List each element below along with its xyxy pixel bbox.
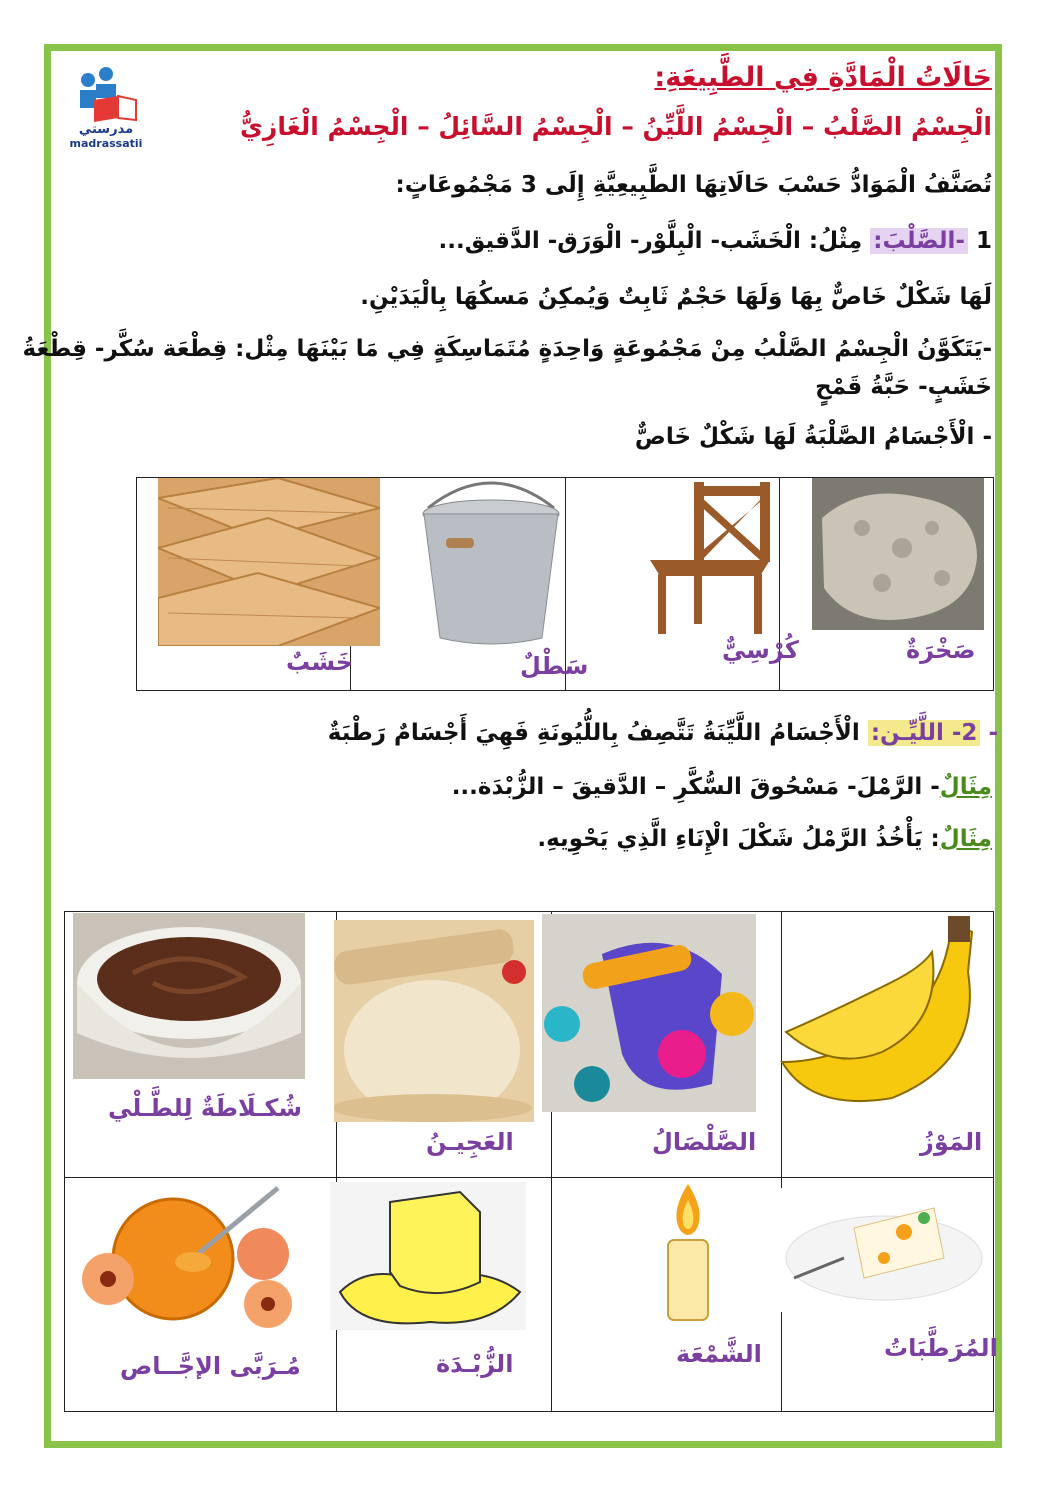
candle-image <box>656 1182 720 1322</box>
peach-jam-image <box>78 1184 308 1334</box>
cake-image <box>774 1188 984 1312</box>
banana-label: المَوْزُ <box>920 1128 983 1156</box>
solid-line-2a: -يَتَكَوَّنُ الْجِسْمُ الصَّلْبُ مِنْ مَجْمُوعَةٍ وَاحِدَةٍ مُتَمَاسِكَةٍ فِي مَا بَيْنَهَا مِثْل: قِطْعَة سُكَّر- قِطْعَةُ <box>22 336 992 362</box>
solid-line-3: - الْأَجْسَامُ الصَّلْبَةُ لَهَا شَكْلٌ خَاصٌّ <box>634 424 992 450</box>
solid-examples: مِثْلُ: الْخَشَب- الْبِلَّوْر- الْوَرَق- الدَّقيق... <box>438 228 863 254</box>
melting-butter-image <box>330 1182 526 1330</box>
bucket-image <box>416 478 566 648</box>
cake-label: المُرَطَّبَاتُ <box>884 1334 998 1362</box>
rock-label: صَخْرَةٌ <box>906 636 976 664</box>
bucket-label: سَطْلٌ <box>520 652 589 680</box>
chair-label: كُرْسِيٌّ <box>722 636 799 664</box>
soft-example-1: مِثَالٌ- الرَّمْلَ- مَسْحُوقَ السُّكَّرِ – الدَّقيقَ – الزُّبْدَة... <box>451 774 992 800</box>
solid-line-2b: خَشَبٍ- حَبَّةُ قَمْحٍ <box>815 374 992 400</box>
butter-label: الزُّبْـدَة <box>436 1350 514 1378</box>
soft-line-1: الْأَجْسَامُ اللَّيِّنَةُ تَتَّصِفُ بِاللُّيُونَةِ فَهِيَ أَجْسَامٌ رَطْبَةٌ <box>327 720 860 746</box>
wood-label: خَشَبٌ <box>286 648 354 676</box>
example-label-2: مِثَالٌ <box>939 826 992 852</box>
solid-heading <box>439 228 993 254</box>
logo-text: مدرستي madrassatii <box>69 122 143 150</box>
play-clay-image <box>542 914 756 1112</box>
rock-image <box>812 478 984 630</box>
chocolate-spread-image <box>73 913 305 1079</box>
soft-heading <box>328 720 998 746</box>
subtitle: الْجِسْمُ الصَّلْبُ – الْجِسْمُ اللَّيِّنُ – الْجِسْمُ السَّائِلُ – الْجِسْمُ الْغَازِيُّ <box>240 112 992 141</box>
example-label-1: مِثَالٌ <box>939 774 992 800</box>
dough-label: العَجِيـنُ <box>426 1128 514 1156</box>
soft-example-2: مِثَالٌ: يَأْخُذُ الرَّمْلُ شَكْلَ الْإِنَاءِ الَّذِي يَحْوِيهِ. <box>537 826 992 852</box>
solid-number: 1 <box>975 228 992 254</box>
clay-label: الصَّلْصَالُ <box>652 1128 757 1156</box>
soft-dash: - <box>988 720 998 746</box>
solid-label: -الصَّلْبَ: <box>870 228 968 254</box>
chocolate-label: شُكـلَاطَةٌ لِلطَّـلْي <box>108 1094 302 1122</box>
intro-text: تُصَنَّفُ الْمَوَادُّ حَسْبَ حَالَاتِهَا الطَّبِيعِيَّةِ إِلَى 3 مَجْمُوعَاتٍ: <box>395 172 992 198</box>
soft-label: 2- اللَّيِّـن: <box>868 720 981 746</box>
dough-image <box>334 920 534 1122</box>
candle-label: الشَّمْعَة <box>676 1340 762 1368</box>
chair-image <box>650 482 780 634</box>
wood-planks-image <box>158 478 380 646</box>
page-title: حَالَاتُ الْمَادَّةِ فِي الطَّبِيعَةِ: <box>654 62 992 93</box>
jam-label: مُـرَبَّى الإجَّــاص <box>120 1352 301 1380</box>
solid-line-1: لَهَا شَكْلٌ خَاصٌّ بِهَا وَلَهَا حَجْمٌ ثَابِتٌ وَيُمكِنُ مَسكُهَا بِالْيَدَيْنِ. <box>360 284 992 310</box>
banana-image <box>772 912 984 1108</box>
